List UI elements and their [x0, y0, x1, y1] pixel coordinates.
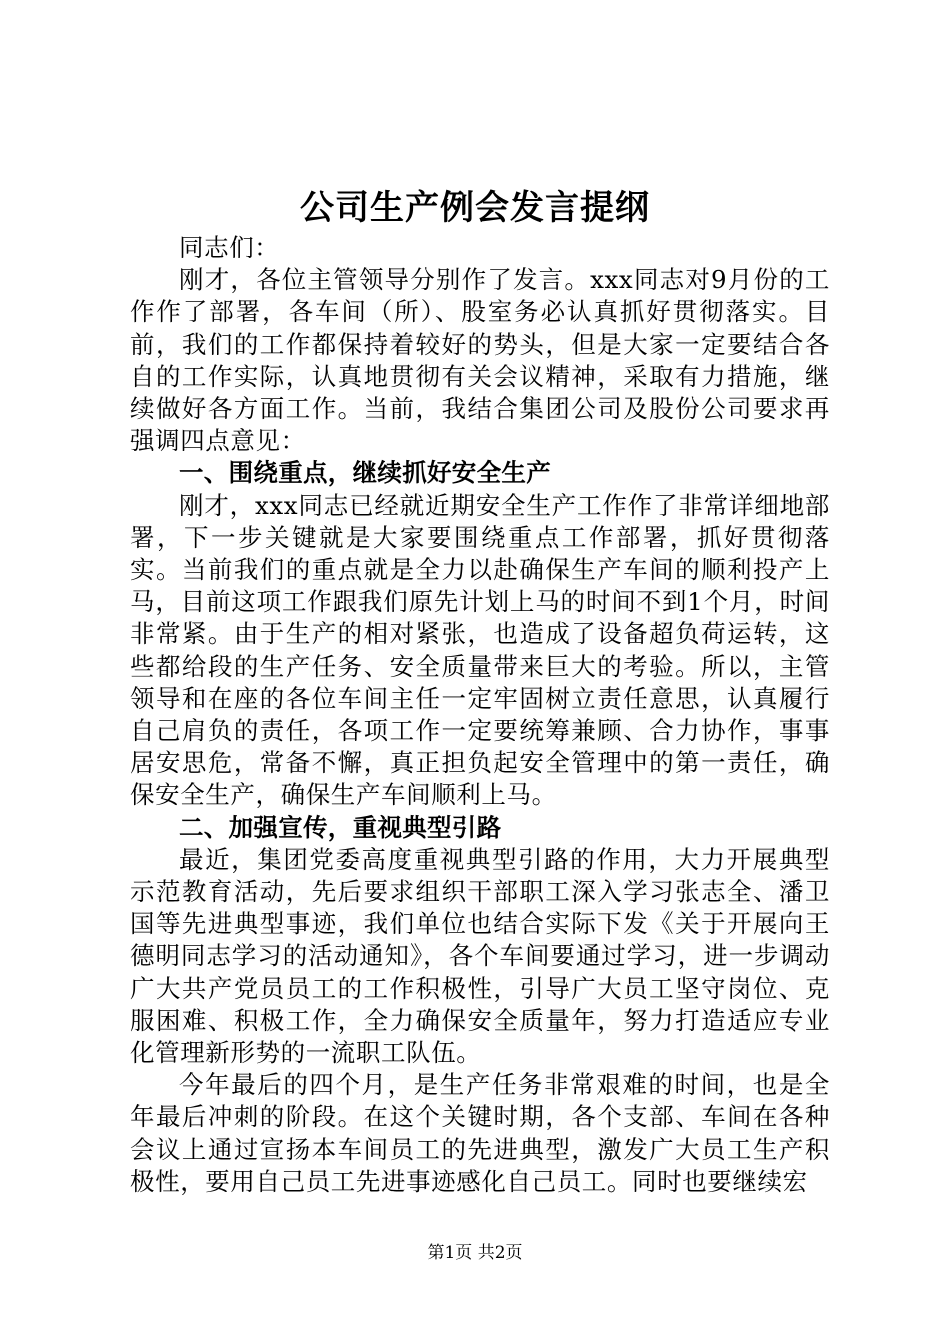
- page-footer: 第1页 共2页: [427, 1243, 523, 1263]
- document-title: 公司生产例会发言提纲: [300, 188, 650, 228]
- intro-paragraph: 刚才，各位主管领导分别作了发言。xxx同志对9月份的工作作了部署，各车间（所）、股室务必认真抓好贯彻落实。目前，我们的工作都保持着较好的势头，但是大家一定要结合各自的工作实际，认真地贯彻有关会议精神，采取有力措施，继续做好各方面工作。当前，我结合集团公司及股份公司要求再强调四点意见：: [130, 265, 830, 456]
- section-2-paragraph-2: 今年最后的四个月，是生产任务非常艰难的时间，也是全年最后冲刺的阶段。在这个关键时期，各个支部、车间在各种会议上通过宣扬本车间员工的先进典型，激发广大员工生产积极性，要用自己员工先进事迹感化自己员工。同时也要继续宏: [130, 1070, 830, 1196]
- section-heading-1: 一、围绕重点，继续抓好安全生产: [179, 458, 551, 488]
- section-2-paragraph-1: 最近，集团党委高度重视典型引路的作用，大力开展典型示范教育活动，先后要求组织干部职工深入学习张志全、潘卫国等先进典型事迹，我们单位也结合实际下发《关于开展向王德明同志学习的活动通知》，各个车间要通过学习，进一步调动广大共产党员员工的工作积极性，引导广大员工坚守岗位、克服困难、积极工作，全力确保安全质量年，努力打造适应专业化管理新形势的一流职工队伍。: [130, 844, 830, 1068]
- section-1-paragraph: 刚才，xxx同志已经就近期安全生产工作作了非常详细地部署，下一步关键就是大家要围绕重点工作部署，抓好贯彻落实。当前我们的重点就是全力以赴确保生产车间的顺利投产上马，目前这项工作跟我们原先计划上马的时间不到1个月，时间非常紧。由于生产的相对紧张，也造成了设备超负荷运转，这些都给段的生产任务、安全质量带来巨大的考验。所以，主管领导和在座的各位车间主任一定牢固树立责任意思，认真履行自己肩负的责任，各项工作一定要统筹兼顾、合力协作，事事居安思危，常备不懈，真正担负起安全管理中的第一责任，确保安全生产，确保生产车间顺利上马。: [130, 490, 830, 810]
- section-heading-2: 二、加强宣传，重视典型引路: [179, 812, 502, 842]
- salutation-paragraph: 同志们：: [179, 233, 280, 262]
- document-body: [130, 232, 830, 1198]
